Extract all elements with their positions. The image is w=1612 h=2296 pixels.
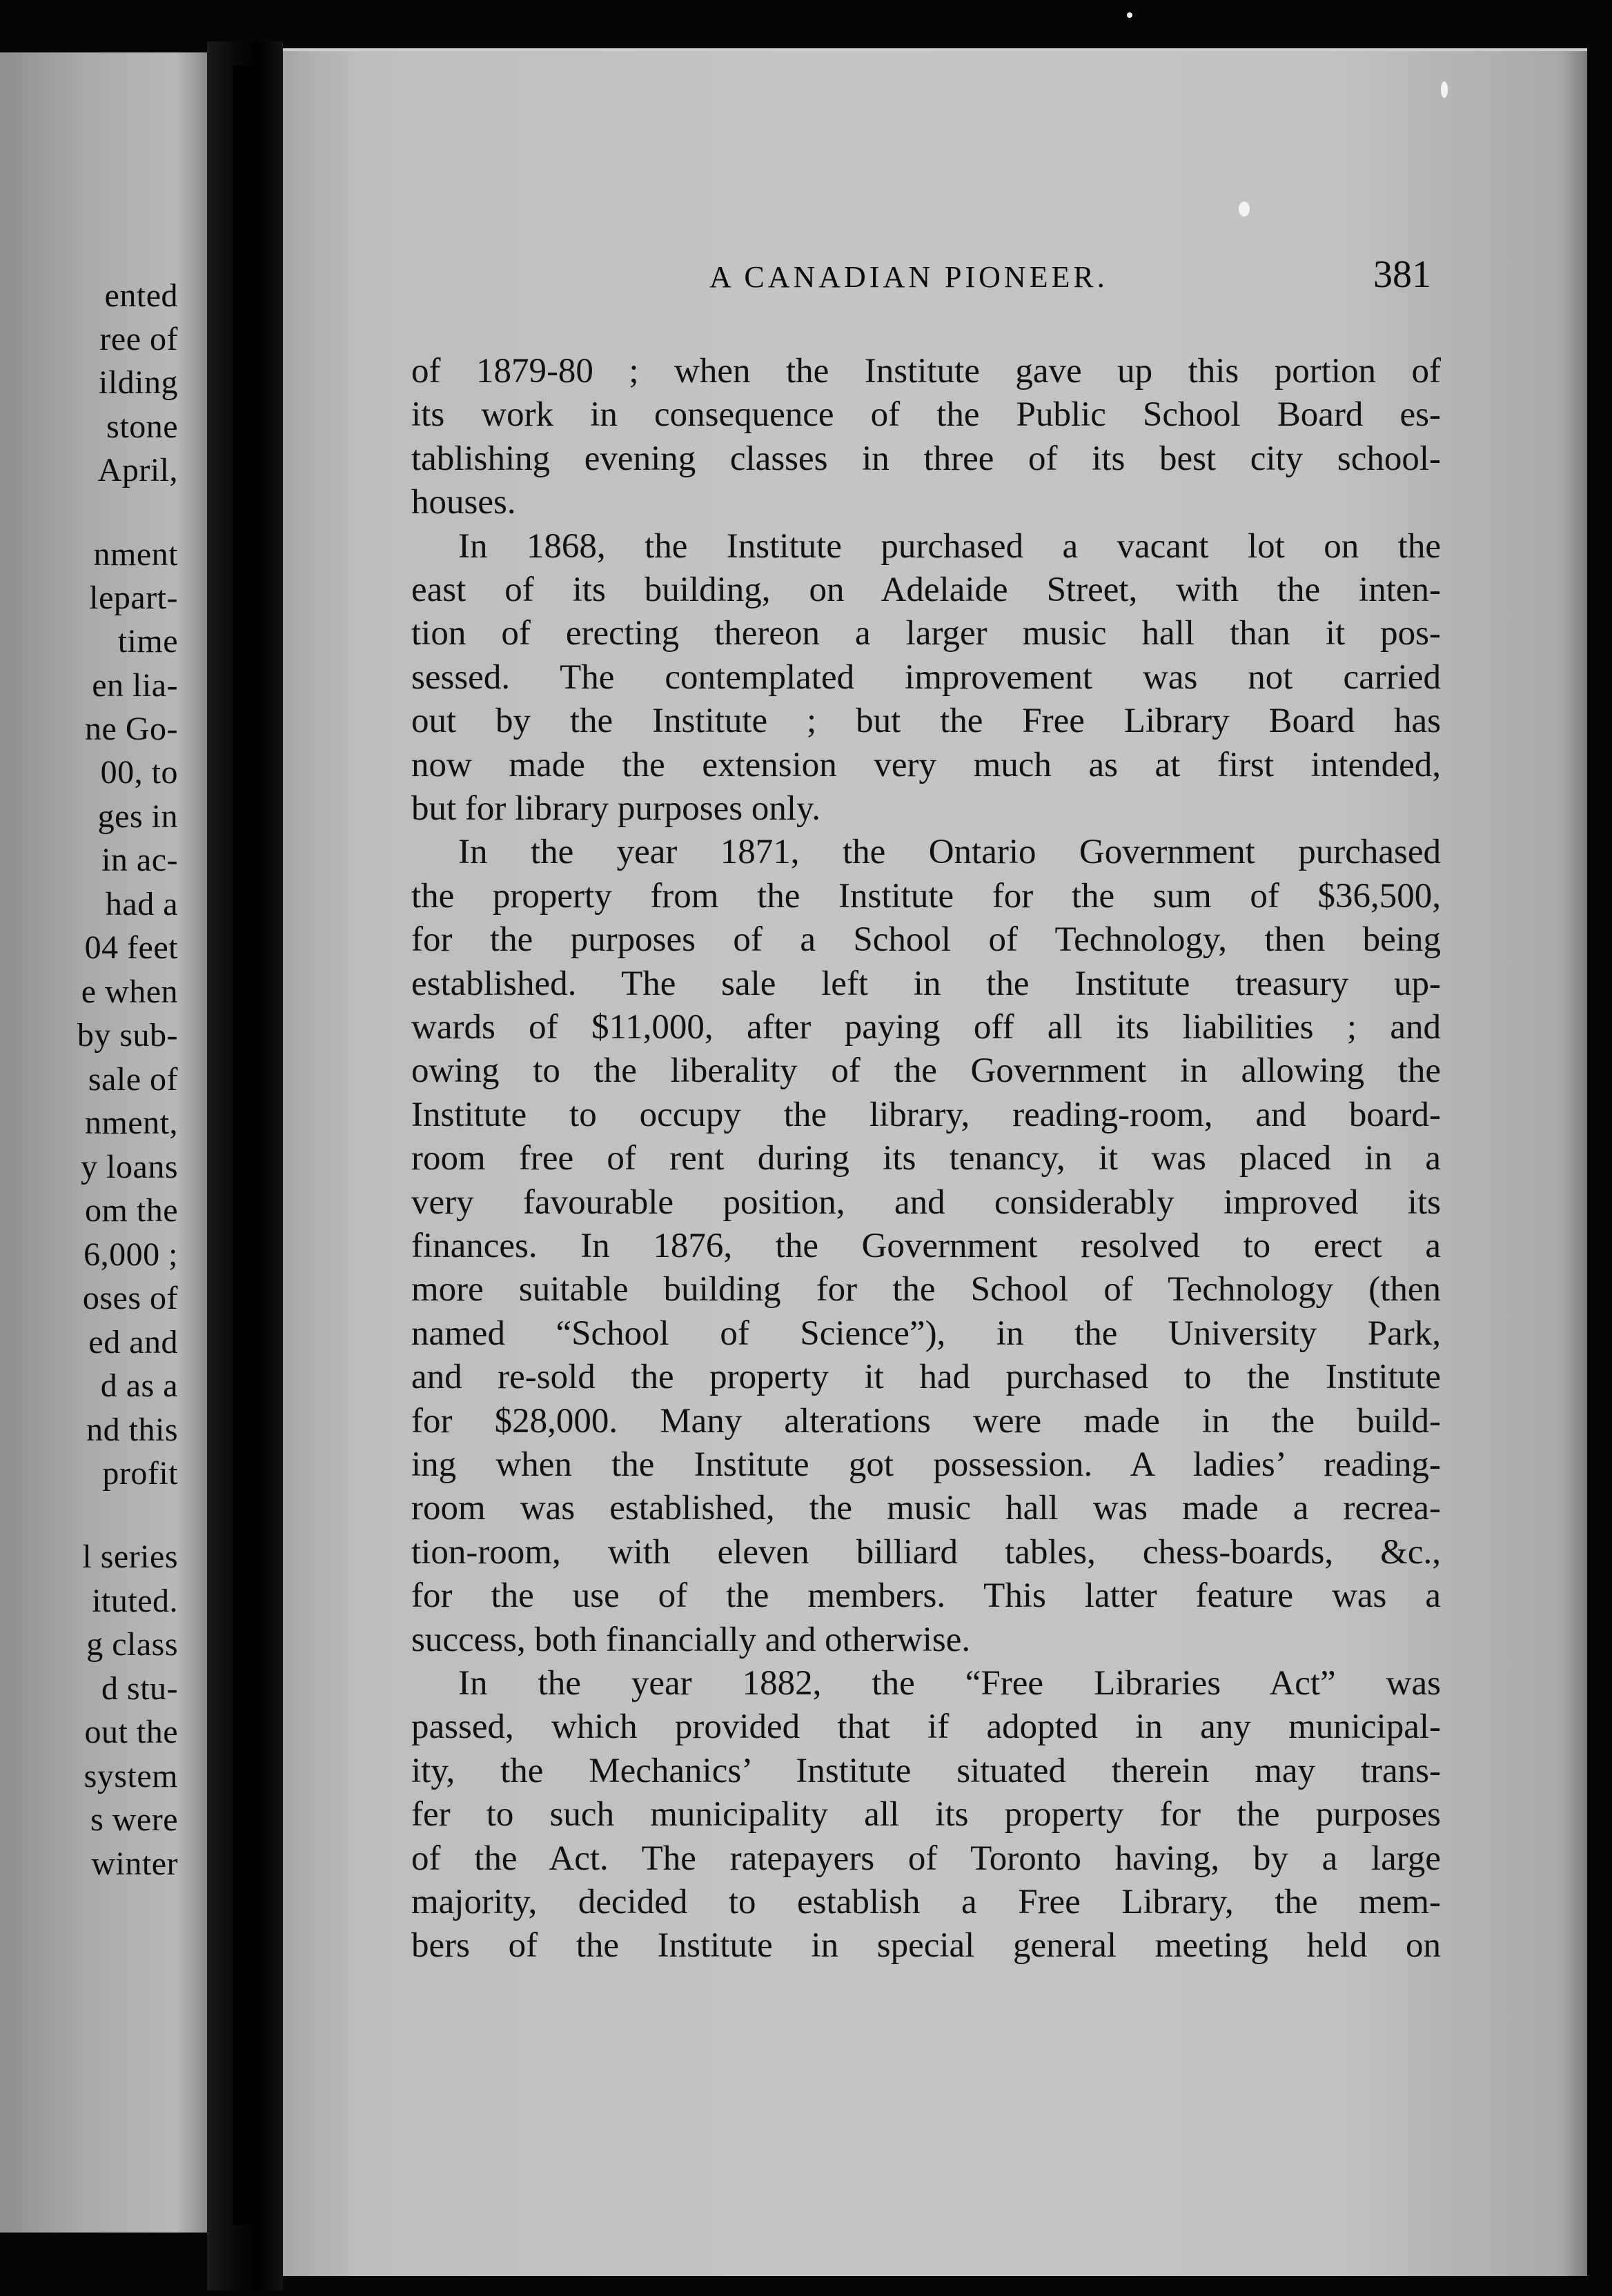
left-page-fragment: ented	[104, 277, 178, 314]
text-line: tablishing evening classes in three of its best city school-	[411, 439, 1441, 478]
text-line: of 1879-80 ; when the Institute gave up this portion of	[411, 352, 1441, 390]
text-line: fer to such municipality all its property for the purposes	[411, 1795, 1441, 1834]
left-page-fragment: had a	[105, 886, 178, 922]
text-line: for $28,000. Many alterations were made in the build-	[411, 1401, 1441, 1441]
text-line: wards of $11,000, after paying off all its liabilities ; and	[411, 1008, 1441, 1047]
gutter-shadow	[233, 66, 261, 2225]
left-page-fragment: nment,	[85, 1105, 178, 1141]
text-line: room free of rent during its tenancy, it was placed in a	[411, 1139, 1441, 1178]
left-page-fragment: g class	[86, 1626, 178, 1663]
page-number: 381	[1373, 253, 1431, 296]
text-line: success, both financially and otherwise.	[411, 1620, 971, 1659]
text-line: Institute to occupy the library, reading-room, and board-	[411, 1095, 1441, 1134]
left-page-fragment: om the	[85, 1192, 178, 1229]
left-page-fragment: 6,000 ;	[83, 1236, 178, 1273]
left-page-fragment: system	[83, 1758, 178, 1794]
left-page-fragment: s were	[90, 1801, 178, 1838]
text-line: passed, which provided that if adopted in any municipal-	[411, 1708, 1441, 1747]
text-line: tion of erecting thereon a larger music hall than it pos-	[411, 614, 1441, 653]
left-page-fragment: profit	[102, 1455, 178, 1492]
text-line: its work in consequence of the Public School Board es-	[411, 395, 1441, 435]
scan-speck	[1127, 12, 1132, 18]
left-page-fragment: en lia-	[92, 667, 178, 704]
text-line: for the use of the members. This latter feature was a	[411, 1576, 1441, 1616]
scan-speck	[1441, 81, 1448, 98]
text-line: sessed. The contemplated improvement was not carried	[411, 657, 1441, 697]
left-page-fragment: ree of	[99, 321, 178, 357]
left-page-fragment: 00, to	[100, 754, 178, 791]
left-page-fragment: out the	[84, 1714, 178, 1750]
text-line: named “School of Science”), in the University Park,	[411, 1314, 1441, 1353]
text-line: room was established, the music hall was made a recrea-	[411, 1489, 1441, 1528]
left-page-fragment: by sub-	[77, 1017, 178, 1053]
text-line: ity, the Mechanics’ Institute situated therein may trans-	[411, 1751, 1441, 1790]
left-page-fragment: lepart-	[89, 580, 178, 616]
text-line: east of its building, on Adelaide Street, with the inten-	[411, 571, 1441, 609]
left-page-fragment: nd this	[86, 1412, 178, 1448]
left-page-fragment: sale of	[88, 1061, 178, 1098]
left-page	[0, 52, 207, 2233]
left-page-fragment: ed and	[88, 1324, 178, 1360]
left-page-fragment: e when	[81, 973, 178, 1010]
left-page-fragment: in ac-	[101, 842, 178, 878]
text-line: the property from the Institute for the sum of $36,500,	[411, 876, 1441, 916]
text-line: In the year 1871, the Ontario Government purchased	[458, 833, 1441, 872]
text-line: owing to the liberality of the Government in allowing the	[411, 1051, 1441, 1091]
left-page-fragment: winter	[91, 1845, 178, 1882]
text-line: In 1868, the Institute purchased a vacant lot on the	[458, 526, 1441, 566]
left-page-fragment: ituted.	[92, 1583, 178, 1619]
text-line: more suitable building for the School of Technology (then	[411, 1270, 1441, 1309]
text-line: tion-room, with eleven billiard tables, chess-boards, &c.,	[411, 1532, 1441, 1572]
text-line: of the Act. The ratepayers of Toronto having, by a large	[411, 1839, 1441, 1878]
left-page-fragment: d stu-	[101, 1670, 178, 1707]
scan-speck	[1239, 201, 1250, 217]
text-line: established. The sale left in the Institute treasury up-	[411, 964, 1441, 1003]
text-line: In the year 1882, the “Free Libraries Act” was	[458, 1664, 1441, 1703]
text-line: very favourable position, and considerably improved its	[411, 1182, 1441, 1222]
left-page-fragment: stone	[106, 408, 178, 445]
text-line: now made the extension very much as at first intended,	[411, 745, 1441, 784]
text-line: majority, decided to establish a Free Library, the mem-	[411, 1883, 1441, 1921]
text-line: for the purposes of a School of Technology, then being	[411, 920, 1441, 960]
text-line: houses.	[411, 483, 516, 522]
left-page-fragment: ilding	[98, 364, 178, 401]
left-page-fragment: April,	[97, 452, 178, 488]
left-page-fragment: oses of	[82, 1280, 178, 1316]
left-page-fragment: 04 feet	[84, 929, 178, 966]
left-page-fragment: ges in	[97, 798, 178, 835]
left-page-fragment: y loans	[81, 1149, 178, 1185]
text-line: out by the Institute ; but the Free Library Board has	[411, 702, 1441, 741]
left-page-fragment: time	[117, 623, 178, 660]
left-page-fragment: ne Go-	[85, 711, 178, 747]
text-line: and re-sold the property it had purchased to the Institute	[411, 1358, 1441, 1397]
text-line: finances. In 1876, the Government resolved to erect a	[411, 1227, 1441, 1265]
text-line: bers of the Institute in special general meeting held on	[411, 1926, 1441, 1966]
text-line: but for library purposes only.	[411, 789, 820, 828]
left-page-fragment: d as a	[100, 1367, 178, 1404]
running-head: A CANADIAN PIONEER.	[709, 260, 1108, 294]
left-page-fragment: l series	[82, 1538, 178, 1575]
left-page-fragment: nment	[93, 536, 178, 573]
text-line: ing when the Institute got possession. A ladies’ reading-	[411, 1445, 1441, 1484]
